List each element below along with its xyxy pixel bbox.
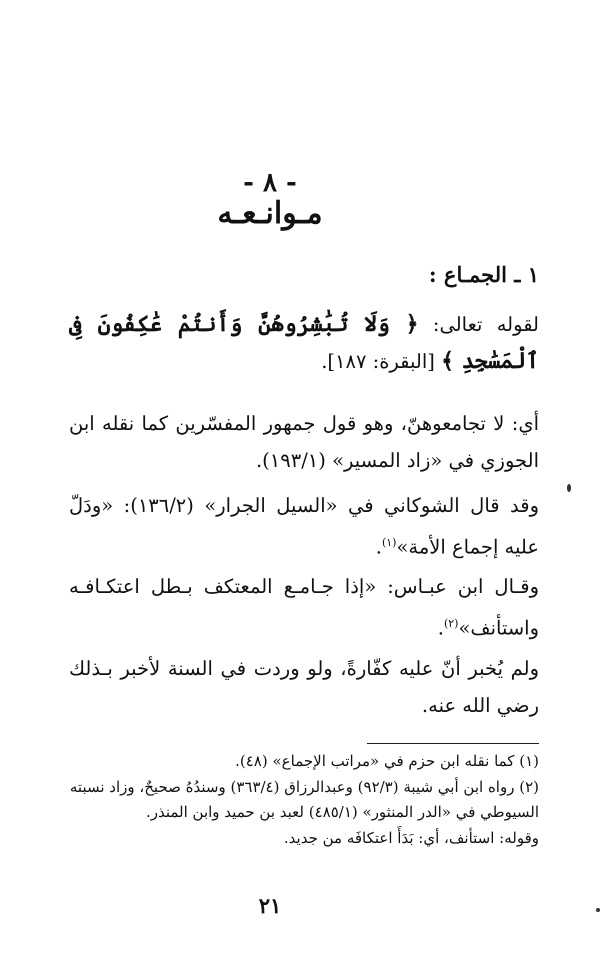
ibn-abbas-text: وقـال ابن عبـاس: «إذا جـامـع المعتكف بـطل اعتكـافـه واستأنف» bbox=[69, 575, 539, 640]
chapter-title: مـوانـعـه bbox=[217, 196, 323, 231]
ibn-abbas-end: . bbox=[437, 616, 444, 640]
footnote-marker-1: (١) bbox=[381, 536, 397, 549]
footnote-divider bbox=[367, 743, 539, 744]
paragraph-interpretation: أي: لا تجامعوهنّ، وهو قول جمهور المفسّرين كما نقله ابن الجوزي في «زاد المسير» (١٩٣/١). bbox=[69, 412, 539, 472]
footnote-marker-2: (٢) bbox=[443, 617, 459, 630]
footnote-1: (١) كما نقله ابن حزم في «مراتب الإجماع» (٤٨). bbox=[235, 752, 539, 770]
paragraph-expiation: ولم يُخبر أنّ عليه كفّارةً، ولو وردت في السنة لأخبر بـذلك رضي الله عنه. bbox=[69, 657, 539, 717]
scan-speck bbox=[596, 908, 600, 912]
shawkani-end: . bbox=[375, 535, 382, 559]
footnote-2: (٢) رواه ابن أبي شيبة (٩٢/٣) وعبدالرزاق (٣٦٣/٤) وسندُهُ صحيحٌ، وزاد نسبته السيوطي في «الدر المنثور» (٤٨٥/١) لعبد بن حميد وابن المنذر. bbox=[69, 778, 539, 821]
quran-verse: ﴿ وَلَا تُبَٰشِرُوهُنَّ وَأَنتُمْ عَٰكِفُونَ فِى ٱلْمَسَٰجِدِ ﴾ bbox=[69, 311, 539, 374]
verse-intro: لقوله تعالى: bbox=[418, 313, 539, 336]
paragraph-ibn-abbas bbox=[69, 568, 539, 647]
verse-reference: [البقرة: ١٨٧]. bbox=[321, 350, 435, 373]
page-number: ٢١ bbox=[258, 893, 282, 918]
section-heading: ١ ـ الجمـاع : bbox=[428, 262, 539, 287]
footnote-3: وقوله: استأنف، أي: بَدَأَ اعتكافَه من جديد. bbox=[283, 829, 539, 847]
paragraph-shawkani bbox=[69, 487, 539, 566]
shawkani-text: وقد قال الشوكاني في «السيل الجرار» (١٣٦/٢): «ودَلّ عليه إجماع الأمة» bbox=[69, 494, 539, 559]
paragraph-verse bbox=[69, 306, 539, 380]
scan-speck bbox=[567, 484, 571, 492]
chapter-number: - ٨ - bbox=[243, 168, 297, 198]
